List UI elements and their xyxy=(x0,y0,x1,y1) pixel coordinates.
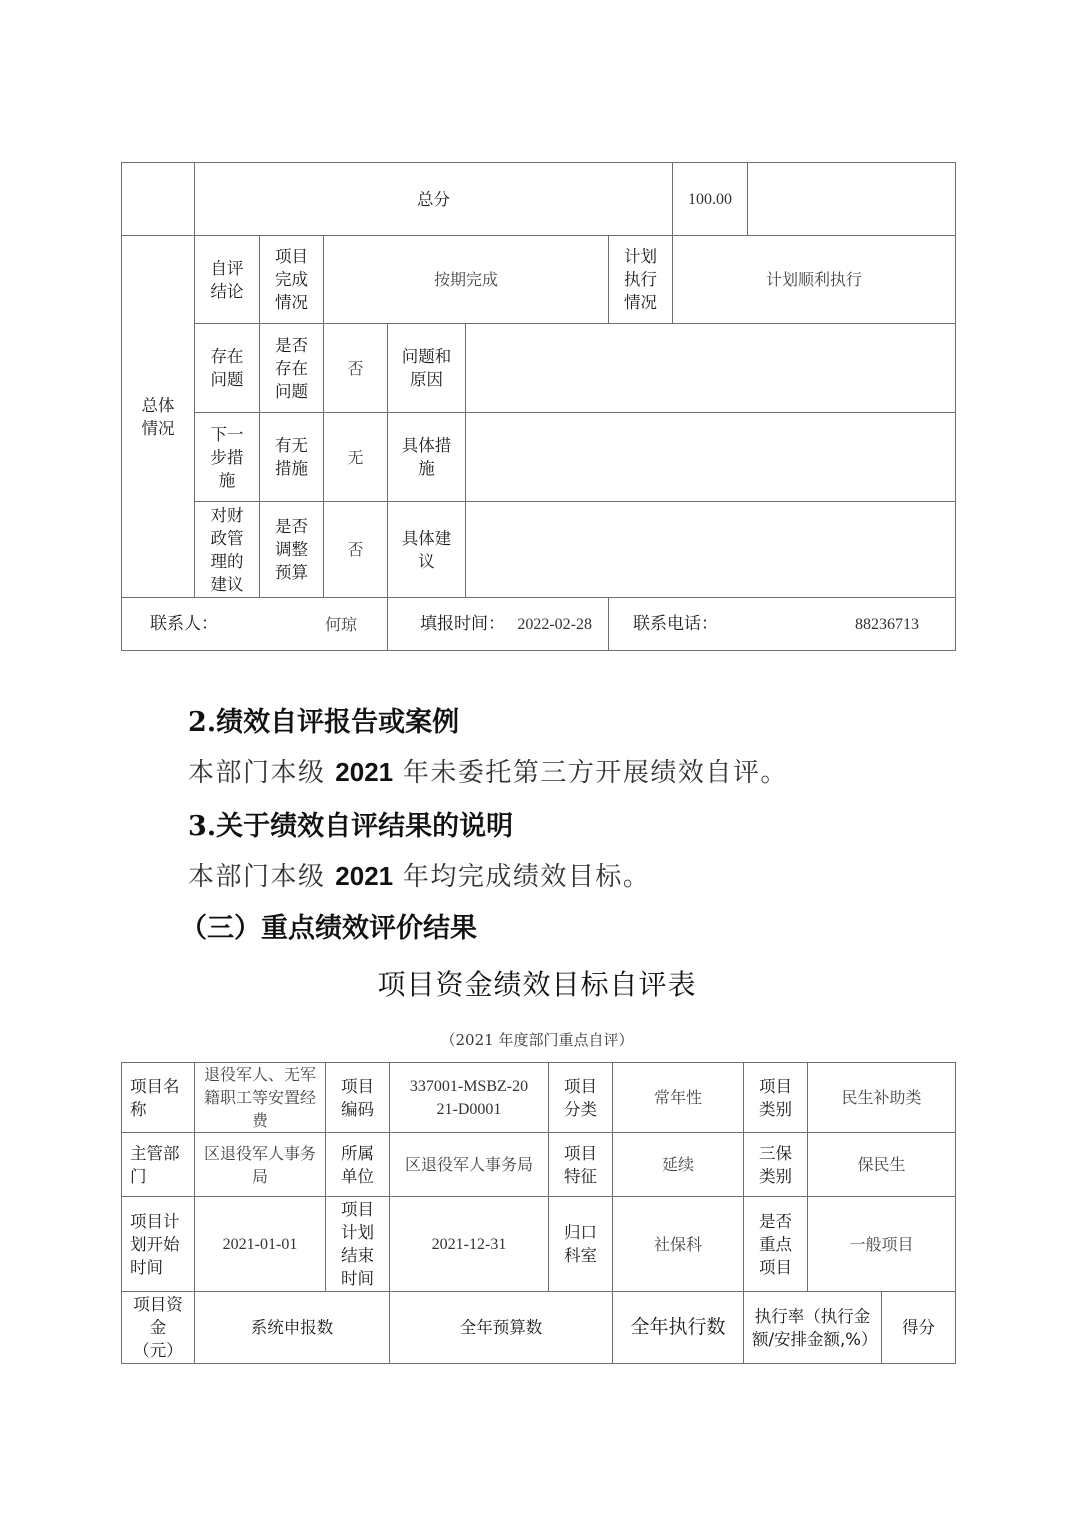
contact-person-cell xyxy=(122,598,388,651)
section-heading-three: （三）重点绩效评价结果 xyxy=(180,913,477,944)
fill-date: 2022-02-28 xyxy=(517,615,592,633)
contact-phone-label: 联系电话： xyxy=(633,613,718,634)
declared-header: 系统申报数 xyxy=(195,1292,390,1364)
score-header: 得分 xyxy=(882,1292,956,1364)
project-class-label: 项目分类 xyxy=(549,1063,613,1133)
row-value: 否 xyxy=(324,502,388,598)
paragraph-text: 年均完成绩效目标。 xyxy=(402,862,651,892)
budget-header: 全年预算数 xyxy=(390,1292,613,1364)
office-label: 归口科室 xyxy=(549,1197,613,1292)
funds-label: 项目资金（元） xyxy=(122,1292,195,1364)
row-value: 否 xyxy=(324,324,388,413)
row-label2: 计划执行情况 xyxy=(609,236,673,324)
project-funds-evaluation-table xyxy=(121,1062,956,1364)
rate-header: 执行率（执行金额/安排金额,%） xyxy=(744,1292,882,1364)
row-detail: 计划顺利执行 xyxy=(673,236,956,324)
fill-date-cell xyxy=(388,598,609,651)
blank-cell xyxy=(748,163,956,236)
row-item: 项目完成情况 xyxy=(260,236,324,324)
row-label2: 具体建议 xyxy=(388,502,466,598)
row-category: 存在问题 xyxy=(195,324,260,413)
sanbao: 保民生 xyxy=(808,1133,956,1197)
paragraph-text: 本部门本级 xyxy=(188,758,326,788)
fill-date-label: 填报时间： xyxy=(420,613,505,634)
dept: 区退役军人事务局 xyxy=(195,1133,326,1197)
overall-label-text: 总体情况 xyxy=(141,395,175,438)
project-name: 退役军人、无军籍职工等安置经费 xyxy=(195,1063,326,1133)
blank-cell xyxy=(122,163,195,236)
section-paragraph-3 xyxy=(188,856,650,893)
row-category: 自评结论 xyxy=(195,236,260,324)
total-label: 总分 xyxy=(195,163,673,236)
row-item: 是否存在问题 xyxy=(260,324,324,413)
row-detail xyxy=(466,413,956,502)
paragraph-text: 年未委托第三方开展绩效自评。 xyxy=(402,758,788,788)
table2-title: 项目资金绩效目标自评表 xyxy=(377,968,697,1001)
row-item: 是否调整预算 xyxy=(260,502,324,598)
self-evaluation-summary-table xyxy=(121,162,956,651)
sanbao-label: 三保类别 xyxy=(744,1133,808,1197)
contact-person-label: 联系人： xyxy=(150,613,218,634)
project-type: 民生补助类 xyxy=(808,1063,956,1133)
row-label2: 问题和原因 xyxy=(388,324,466,413)
feature-label: 项目特征 xyxy=(549,1133,613,1197)
row-value: 按期完成 xyxy=(324,236,609,324)
section-heading-2: 2.绩效自评报告或案例 xyxy=(188,707,460,738)
key-label: 是否重点项目 xyxy=(744,1197,808,1292)
start-label: 项目计划开始时间 xyxy=(122,1197,195,1292)
office: 社保科 xyxy=(613,1197,744,1292)
start-date: 2021-01-01 xyxy=(195,1197,326,1292)
feature: 延续 xyxy=(613,1133,744,1197)
total-score-value: 100.00 xyxy=(688,190,732,208)
paragraph-year: 2021 xyxy=(335,861,394,891)
key-project: 一般项目 xyxy=(808,1197,956,1292)
row-detail xyxy=(466,502,956,598)
dept-label: 主管部门 xyxy=(122,1133,195,1197)
row-item: 有无措施 xyxy=(260,413,324,502)
row-category: 对财政管理的建议 xyxy=(195,502,260,598)
end-date: 2021-12-31 xyxy=(390,1197,549,1292)
project-code-label: 项目编码 xyxy=(326,1063,390,1133)
end-label: 项目计划结束时间 xyxy=(326,1197,390,1292)
section-heading-3: 3.关于绩效自评结果的说明 xyxy=(188,811,514,842)
contact-phone-cell xyxy=(609,598,956,651)
contact-person: 何琼 xyxy=(324,614,357,634)
row-category: 下一步措施 xyxy=(195,413,260,502)
unit-label: 所属单位 xyxy=(326,1133,390,1197)
overall-label xyxy=(122,236,195,598)
row-label2: 具体措施 xyxy=(388,413,466,502)
project-code: 337001-MSBZ-2021-D0001 xyxy=(390,1063,549,1133)
project-class: 常年性 xyxy=(613,1063,744,1133)
table2-subtitle: （2021 年度部门重点自评） xyxy=(440,1031,634,1049)
executed-header: 全年执行数 xyxy=(613,1292,744,1364)
project-name-label: 项目名称 xyxy=(122,1063,195,1133)
row-detail xyxy=(466,324,956,413)
paragraph-year: 2021 xyxy=(335,757,394,787)
section-paragraph-2 xyxy=(188,752,788,789)
unit: 区退役军人事务局 xyxy=(390,1133,549,1197)
contact-phone: 88236713 xyxy=(855,615,919,633)
project-type-label: 项目类别 xyxy=(744,1063,808,1133)
paragraph-text: 本部门本级 xyxy=(188,862,326,892)
total-score xyxy=(673,163,748,236)
row-value: 无 xyxy=(324,413,388,502)
